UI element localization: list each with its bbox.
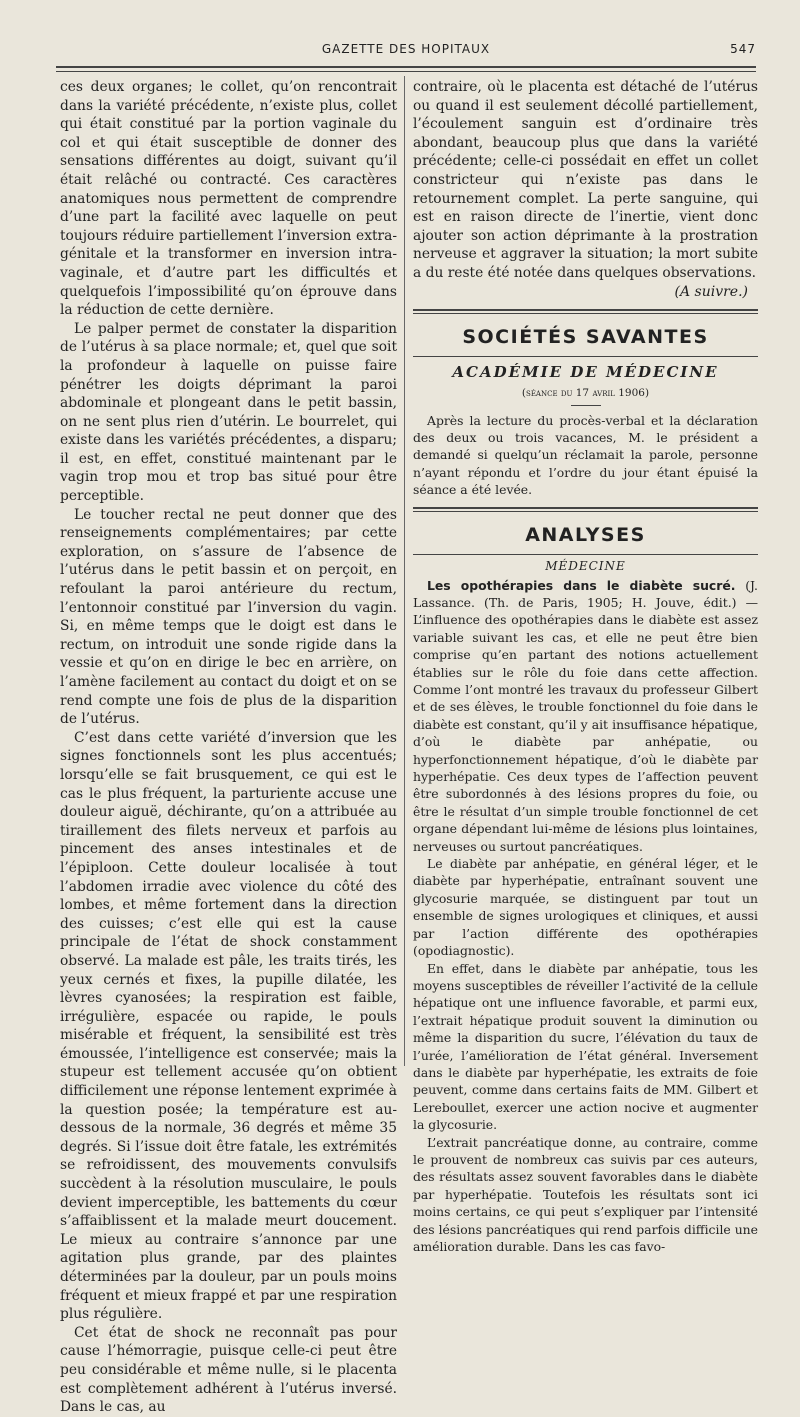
paragraph: Le toucher rectal ne peut donner que des renseignements complémentaires; par cette exploration, on s’assure de l’absence de l’utérus dans le petit bassin et on perçoit, en refoulant la paroi antérieure du rectum, l’entonnoir constitué par l’inversion du vagin. Si, en même temps que le doigt est dans le rectum, on introduit une sonde rigide dans la vessie et qu’on en dirige le bec en arrière, on l’amène facilement au contact du doigt et on se rend compte une fois de plus de la disparition de l’utérus.	[60, 506, 397, 728]
header-rule	[56, 66, 756, 72]
journal-title: GAZETTE DES HOPITAUX	[321, 42, 491, 56]
analyses-body	[413, 577, 758, 1256]
to-be-continued: (A suivre.)	[674, 283, 748, 300]
heading-rule	[413, 554, 758, 555]
heading-rule	[413, 356, 758, 357]
short-rule	[571, 405, 601, 406]
paragraph: ces deux organes; le collet, qu’on rencontrait dans la variété précédente, n’existe plus, collet qui était constitué par la portion vaginale du col et qui était susceptible de donner des sensations différentes au doigt, suivant qu’il était relâché ou contracté. Ces caractères anatomiques nous permettent de comprendre d’une part la facilité avec laquelle on peut toujours réduire partiellement l’inversion extra-génitale et la transformer en inversion intra-vaginale, et d’autre part les difficultés et quelquefois l’impossibilité qu’on éprouve dans la réduction de cette dernière.	[60, 79, 397, 319]
right-column	[413, 78, 758, 1255]
session-paragraph: Après la lecture du procès-verbal et la déclaration des deux ou trois vacances, M. le président a demandé si quelqu’un réclamait la parole, personne n’ayant répondu et l’ordre du jour étant épuisé la séance a été levée.	[413, 412, 758, 498]
article-first-paragraph: (J. Lassance. (Th. de Paris, 1905; H. Jouve, édit.) — L’influence des opothérapies dans le diabète est assez variable suivant les cas, et elle ne peut être bien comprise qu’en partant des notions actuellement établies sur le rôle du foie dans cette affection. Comme l’ont montré les travaux du professeur Gilbert et de ses élèves, le trouble fonctionnel du foie dans le diabète est constant, qu’il y ait insuffisance hépatique, d’où le diabète par anhépatie, ou hyperfonctionnement hépatique, d’où le diabète par hyperhépatie. Ces deux types de l’affection peuvent être subordonnés à des lésions propres du foie, ou être le résultat d’un simple trouble fonctionnel de cet organe dépendant lui-même de lésions plus lointaines, nerveuses ou surtout pancréatiques.	[413, 577, 758, 854]
paragraph: Le diabète par anhépatie, en général léger, et le diabète par hyperhépatie, entraînant souvent une glycosurie marquée, se distinguent par tout un ensemble de signes urologiques et cliniques, et aussi par l’action différente des opothérapies (opodiagnostic).	[413, 856, 758, 959]
paragraph: contraire, où le placenta est détaché de l’utérus ou quand il est seulement décollé partiellement, l’écoulement sanguin est d’ordinaire très abondant, beaucoup plus que dans la variété précédente; celle-ci possédait en effet un collet constricteur qui n’existe pas dans le retournement complet. La perte sanguine, qui est en raison directe de l’inertie, vient donc ajouter son action déprimante à la prostration nerveuse et aggraver la situation; la mort subite a du reste été notée dans quelques observations.	[413, 79, 758, 281]
paragraph: C’est dans cette variété d’inversion que les signes fonctionnels sont les plus accentués; lorsqu’elle se fait brusquement, ce qui est le cas le plus fréquent, la parturiente accuse une douleur aiguë, déchirante, qu’on a attribuée au tiraillement des filets nerveux et parfois au pincement des anses intestinales et de l’épiploon. Cette douleur localisée à tout l’abdomen irradie avec violence du côté des lombes, et même fortement dans la direction des cuisses; c’est elle qui est la cause principale de l’état de shock constamment observé. La malade est pâle, les traits tirés, les yeux cernés et fixes, la pupille dilatée, les lèvres cyanosées; la respiration est faible, irrégulière, espacée ou rapide, le pouls misérable et fréquent, la sensibilité est très émoussée, l’intelligence est conservée; mais la stupeur est tellement accusée qu’on obtient difficilement une réponse lentement exprimée à la question posée; la température est au-dessous de la normale, 36 degrés et même 35 degrés. Si l’issue doit être fatale, les extrémités se refroidissent, des mouvements convulsifs succèdent à la résolution musculaire, le pouls devient imperceptible, les battements du cœur s’affaiblissent et la malade meurt doucement. Le mieux au contraire s’annonce par une agitation plus grande, par des plaintes déterminées par la douleur, par un pouls moins fréquent et mieux frappé et par une respiration plus régulière.	[60, 729, 397, 1323]
rubric-medecine: MÉDECINE	[545, 558, 626, 573]
paragraph: Cet état de shock ne reconnaît pas pour cause l’hémorragie, puisque celle-ci peut être peu considérable et même nulle, si le placenta est complètement adhérent à l’utérus inversé. Dans le cas, au	[60, 1324, 397, 1416]
section-heading-analyses: ANALYSES	[525, 523, 646, 546]
page-number: 547	[730, 42, 756, 56]
article-title: Les opothérapies dans le diabète sucré.	[427, 577, 736, 593]
academy-heading: ACADÉMIE DE MÉDECINE	[452, 362, 719, 381]
paragraph: En effet, dans le diabète par anhépatie, tous les moyens susceptibles de réveiller l’activité de la cellule hépatique ont une influence favorable, et parmi eux, l’extrait hépatique produit souvent la diminution ou même la disparition du sucre, l’élévation du taux de l’urée, l’amélioration de l’état général. Inversement dans le diabète par hyperhépatie, les extraits de foie peuvent, comme dans certains faits de MM. Gilbert et Lereboullet, exercer une action nocive et augmenter la glycosurie.	[413, 960, 758, 1133]
left-column	[60, 78, 397, 1417]
section-heading-societies: SOCIÉTÉS SAVANTES	[462, 325, 709, 348]
section-rule	[413, 507, 758, 512]
column-divider	[404, 76, 405, 1066]
section-rule	[413, 309, 758, 314]
paragraph: L’extrait pancréatique donne, au contraire, comme le prouvent de nombreux cas suivis par ces auteurs, des résultats assez souvent favorables dans le diabète par hyperhépatie. Toutefois les résultats sont ici moins certains, ce qui peut s’expliquer par l’intensité des lésions pancréatiques qui rend parfois difficile une amélioration durable. Dans les cas favo-	[413, 1134, 758, 1254]
session-date: (séance du 17 avril 1906)	[521, 386, 650, 399]
running-head	[56, 42, 756, 62]
paragraph: Le palper permet de constater la disparition de l’utérus à sa place normale; et, quel que soit la profondeur à laquelle on puisse faire pénétrer les doigts déprimant la paroi abdominale et plongeant dans le petit bassin, on ne sent plus rien d’utérin. Le bourrelet, qui existe dans les variétés précédentes, a disparu; il est, en effet, constitué maintenant par le vagin trop mou et trop bas situé pour être perceptible.	[60, 320, 397, 505]
